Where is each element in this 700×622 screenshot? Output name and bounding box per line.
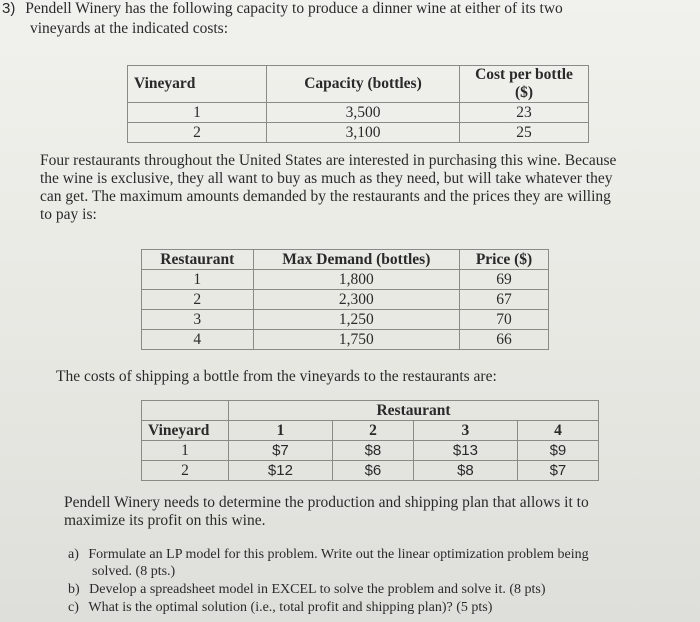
demand-value: 1,250 bbox=[253, 310, 459, 330]
table-row bbox=[142, 270, 549, 290]
question-c-label: c) bbox=[68, 600, 79, 615]
restaurants-text-4: to pay is: bbox=[40, 206, 97, 223]
cost-value: 23 bbox=[460, 103, 589, 123]
row-header-vineyard: Vineyard bbox=[142, 421, 229, 441]
vineyard-capacity-table bbox=[127, 65, 589, 143]
shipping-cost: $8 bbox=[413, 461, 517, 481]
restaurant-id: 1 bbox=[142, 270, 254, 290]
question-c-text: What is the optimal solution (i.e., total profit and shipping plan)? (5 pts) bbox=[88, 600, 493, 615]
table-row bbox=[128, 103, 589, 123]
restaurant-id: 4 bbox=[142, 330, 254, 350]
question-a-label: a) bbox=[68, 547, 79, 562]
cost-value: 25 bbox=[460, 123, 589, 143]
col-header-r3: 3 bbox=[413, 421, 517, 441]
vineyard-id: 2 bbox=[142, 461, 229, 481]
table-row bbox=[142, 310, 549, 330]
question-b-label: b) bbox=[68, 582, 80, 597]
capacity-value: 3,500 bbox=[267, 103, 460, 123]
demand-value: 1,750 bbox=[253, 330, 459, 350]
restaurants-text-3: can get. The maximum amounts demanded by the restaurants and the prices they are willing bbox=[40, 188, 611, 205]
intro-text-1: Pendell Winery has the following capacity to produce a dinner wine at either of its two bbox=[25, 0, 563, 17]
restaurant-demand-table bbox=[141, 249, 549, 350]
col-header-restaurant: Restaurant bbox=[142, 250, 254, 270]
price-value: 66 bbox=[460, 330, 549, 350]
shipping-cost: $7 bbox=[517, 461, 598, 481]
demand-value: 2,300 bbox=[253, 290, 459, 310]
vineyard-id: 2 bbox=[128, 123, 267, 143]
shipping-text: The costs of shipping a bottle from the vineyards to the restaurants are: bbox=[56, 368, 497, 385]
vineyard-id: 1 bbox=[142, 441, 229, 461]
conclusion-text-2: maximize its profit on this wine. bbox=[64, 512, 266, 529]
question-a bbox=[68, 546, 589, 564]
table-row bbox=[142, 441, 599, 461]
shipping-cost: $13 bbox=[413, 441, 517, 461]
restaurants-text-2: the wine is exclusive, they all want to buy as much as they need, but will take whatever they bbox=[40, 170, 613, 187]
capacity-value: 3,100 bbox=[267, 123, 460, 143]
question-b bbox=[68, 581, 546, 599]
shipping-cost-table bbox=[141, 400, 599, 481]
problem-intro-line1 bbox=[2, 0, 563, 18]
shipping-cost: $8 bbox=[332, 441, 413, 461]
question-c bbox=[68, 599, 492, 617]
shipping-cost: $6 bbox=[332, 461, 413, 481]
restaurant-id: 2 bbox=[142, 290, 254, 310]
question-b-text: Develop a spreadsheet model in EXCEL to solve the problem and solve it. (8 pts) bbox=[89, 582, 546, 597]
shipping-cost: $7 bbox=[229, 441, 333, 461]
conclusion-text-1: Pendell Winery needs to determine the production and shipping plan that allows it to bbox=[64, 494, 589, 511]
restaurants-text-1: Four restaurants throughout the United States are interested in purchasing this wine. Because bbox=[40, 152, 617, 169]
col-header-price: Price ($) bbox=[460, 250, 549, 270]
problem-number: 3) bbox=[2, 0, 16, 17]
col-header-vineyard: Vineyard bbox=[128, 66, 267, 103]
question-a-text-2: solved. (8 pts.) bbox=[92, 564, 176, 579]
shipping-cost: $9 bbox=[517, 441, 598, 461]
table-row bbox=[142, 290, 549, 310]
blank-cell bbox=[142, 401, 229, 421]
col-header-r2: 2 bbox=[332, 421, 413, 441]
price-value: 69 bbox=[460, 270, 549, 290]
shipping-cost: $12 bbox=[229, 461, 333, 481]
group-header-restaurant: Restaurant bbox=[229, 401, 599, 421]
price-value: 67 bbox=[460, 290, 549, 310]
col-header-max-demand: Max Demand (bottles) bbox=[253, 250, 459, 270]
intro-text-2: vineyards at the indicated costs: bbox=[30, 20, 228, 37]
vineyard-id: 1 bbox=[128, 103, 267, 123]
restaurant-id: 3 bbox=[142, 310, 254, 330]
table-row bbox=[142, 330, 549, 350]
price-value: 70 bbox=[460, 310, 549, 330]
question-a-text: Formulate an LP model for this problem. Write out the linear optimization problem being bbox=[88, 547, 589, 562]
demand-value: 1,800 bbox=[253, 270, 459, 290]
table-row bbox=[142, 461, 599, 481]
table-row bbox=[128, 123, 589, 143]
col-header-cost: Cost per bottle ($) bbox=[460, 66, 589, 103]
col-header-capacity: Capacity (bottles) bbox=[267, 66, 460, 103]
col-header-r1: 1 bbox=[229, 421, 333, 441]
col-header-r4: 4 bbox=[517, 421, 598, 441]
